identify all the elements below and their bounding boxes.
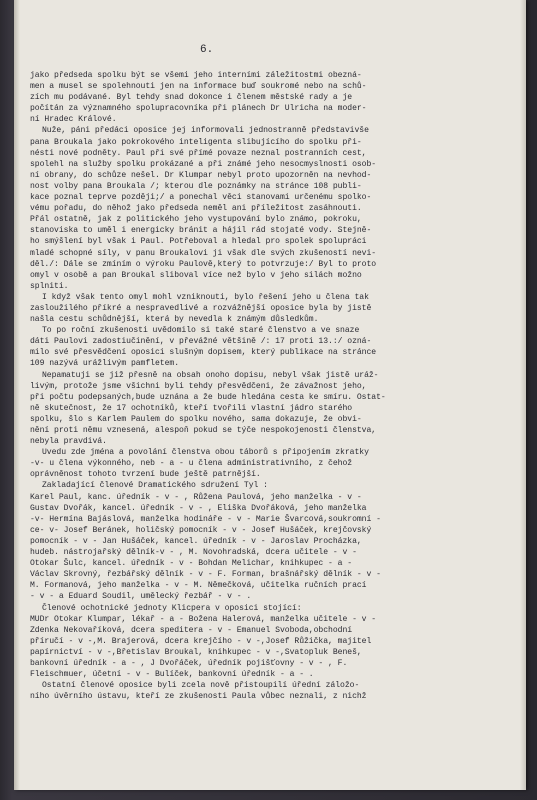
text-line: počítán za významného spolupracovníka při plánech Dr Ulricha na moder- [30, 104, 367, 114]
text-line: -v- Hermína Bajáslová, manželka hodináře - v - Marie Švarcová,soukromní - [30, 514, 381, 524]
text-line: našla cestu schůdnější, která by nevedla k známým důsledkům. [30, 315, 319, 325]
text-line: pomocník - v - Jan Hušáček, kancel. úředník - v - Jaroslav Procházka, [30, 536, 362, 546]
text-line: milo své přesvědčení oposici slušným dopisem, který publikace na stránce [30, 348, 377, 358]
text-line: Členové ochotnické jednoty Klicpera v oposici stojící: [42, 603, 302, 613]
text-line: papírnictví - v -,Břetislav Broukal, knihkupec - v -,Svatopluk Beneš, [30, 647, 362, 657]
text-line: Gustav Dvořák, kancel. úředník - v - , Eliška Dvořáková, jeho manželka [30, 503, 367, 513]
text-line: Uvedu zde jména a povolání členstva obou táborů s připojením zkratky [42, 448, 369, 458]
text-line: pana Broukala jako pokrokového inteligenta slibujícího do spolku při- [30, 137, 362, 147]
text-line: Karel Paul, kanc. úředník - v - , Růžena Paulová, jeho manželka - v - [30, 492, 362, 502]
text-line: kace poznal teprve později;/ a ponechal věci stanovami určenému spolko- [30, 193, 372, 203]
text-line: Zdenka Nekovaříková, dcera speditera - v - Emanuel Svoboda,obchodní [30, 625, 353, 635]
text-line: hudeb. nástrojařský dělník-v - , M. Novohradská, dcera učitele - v - [30, 548, 357, 558]
text-line: Nepamatuji se již přesně na obsah onoho dopisu, nebyl však jistě uráž- [42, 370, 379, 380]
text-line: dáti Paulovi zadostiučinění, v převážné většině /: 17 proti 13.:/ ozná- [30, 337, 372, 347]
text-line: omyl v osobě a pan Broukal sliboval více než bylo v jeho silách možno [30, 270, 362, 280]
text-line: Nuže, páni předáci oposice jej informovali jednostranně představivše [42, 126, 369, 136]
text-line: splniti. [30, 281, 69, 291]
text-line: I když však tento omyl mohl vzniknouti, bylo řešení jeho u člena tak [42, 292, 369, 302]
text-line: ní obrany, do schůze nešel. Dr Klumpar nebyl proto upozorněn na nevhod- [30, 170, 372, 180]
text-line: spolku, šlo s Karlem Paulem do spolku nového, sama dokazuje, že obvi- [30, 414, 362, 424]
text-line: ce- v- Josef Beránek, holičský pomocník - v - Josef Hušáček, krejčovský [30, 525, 372, 535]
text-line: nésti nové podněty. Paul při své přímé povaze neznal postranních cest, [30, 148, 367, 158]
text-line: Přál ostatně, jak z politického jeho vystupování bylo známo, pokroku, [30, 215, 362, 225]
text-line: spolehl na služby spolku prokázané a při známé jeho nesocmyslnosti osob- [30, 159, 377, 169]
text-line: Ostatní členové oposice byli zcela nově přistoupilí úřední záložo- [42, 681, 360, 691]
text-line: bankovní úředník - a - , J Dvořáček, úředník pojišťovny - v - , F. [30, 658, 348, 668]
text-line: - v - a Eduard Soudil, umělecký řezbář - v - . [30, 592, 252, 602]
text-line: oprávněnost tohoto tvrzení bude ještě patrnější. [30, 470, 261, 480]
text-line: ně skutečnost, že 17 ochotníků, kteří tvořili vlastní jádro starého [30, 403, 353, 413]
text-line: Otokar Šulc, kancel. úředník - v - Bohdan Melichar, knihkupec - a - [30, 559, 353, 569]
text-line: M. Formanová, jeho manželka - v - M. Němečková, učitelka ručních prací [30, 581, 367, 591]
text-line: zasloužilého příkré a nespravedlivé a rozvážnější oposice byla by jistě [30, 303, 372, 313]
text-line: děl./: Dále se zmíním o výroku Paulově,který to potvrzuje:/ Byl to proto [30, 259, 377, 269]
document-page [14, 0, 526, 790]
text-line: -v- u člena výkonného, neb - a - u člena administrativního, z čehož [30, 459, 353, 469]
text-line: nebyla pravdivá. [30, 437, 107, 447]
text-line: To po roční zkušenosti uvědomilo si také staré členstvo a ve snaze [42, 326, 360, 336]
text-line: ní Hradec Králové. [30, 115, 117, 125]
text-line: livým, protože jsme všichni byli tehdy přesvědčeni, že závažnost jeho, [30, 381, 367, 391]
text-line: nění proti němu vznesená, alespoň pokud se týče nespokojenosti členstva, [30, 426, 377, 435]
page-binding-edge [14, 0, 20, 790]
text-line: men a musel se spolehnouti jen na informace buď soukromé nebo na schů- [30, 82, 367, 92]
text-line: při počtu podepsaných,bude uznána a že bude hledána cesta ke smíru. Ostat- [30, 392, 386, 402]
text-line: mladé schopné síly, v panu Broukalovi ji však dle svých zkušeností nevi- [30, 248, 377, 258]
text-line: nost volby pana Broukala /; kterou dle poznámky na stránce 108 publi- [30, 181, 362, 191]
body-text [30, 70, 518, 702]
text-line: MUDr Otokar Klumpar, lékař - a - Božena Halerová, manželka učitele - v - [30, 614, 377, 624]
text-line: vému pořadu, do něhož jako předseda neměl ani příležitost zasáhnouti. [30, 204, 362, 214]
page-number: 6. [200, 44, 214, 56]
text-line: stanoviska to uměl i energicky bránit a hájil rád stojaté vody. Stejně- [30, 226, 372, 236]
page-edge-shadow [520, 0, 526, 790]
text-line: Zakladající členové Dramatického sdružení Tyl : [42, 481, 268, 491]
text-line: Václav Skrovný, řezbářský dělník - v - F. Forman, brašnářský dělník - v - [30, 570, 381, 580]
text-line: zích mu podávané. Byl tehdy snad dokonce i členem městské rady a je [30, 93, 353, 103]
text-line: 109 nazývá urážlivým pamfletem. [30, 359, 180, 369]
text-line: Fleischmuer, účetní - v - Bulíček, bankovní úředník - a - . [30, 670, 314, 680]
text-line: příručí - v -,M. Brajerová, dcera krejčího - v -,Josef Růžička, majitel [30, 636, 372, 646]
text-line: ho smýšlení byl však i Paul. Potřeboval a hledal pro spolek spolupráci [30, 237, 367, 247]
text-line: ního úvěrního ústavu, kteří ze zkušenosti Paula vůbec neznali, z nichž [30, 692, 367, 702]
text-line: jako předseda spolku být se všemi jeho interními záležitostmi obezná- [30, 71, 362, 80]
